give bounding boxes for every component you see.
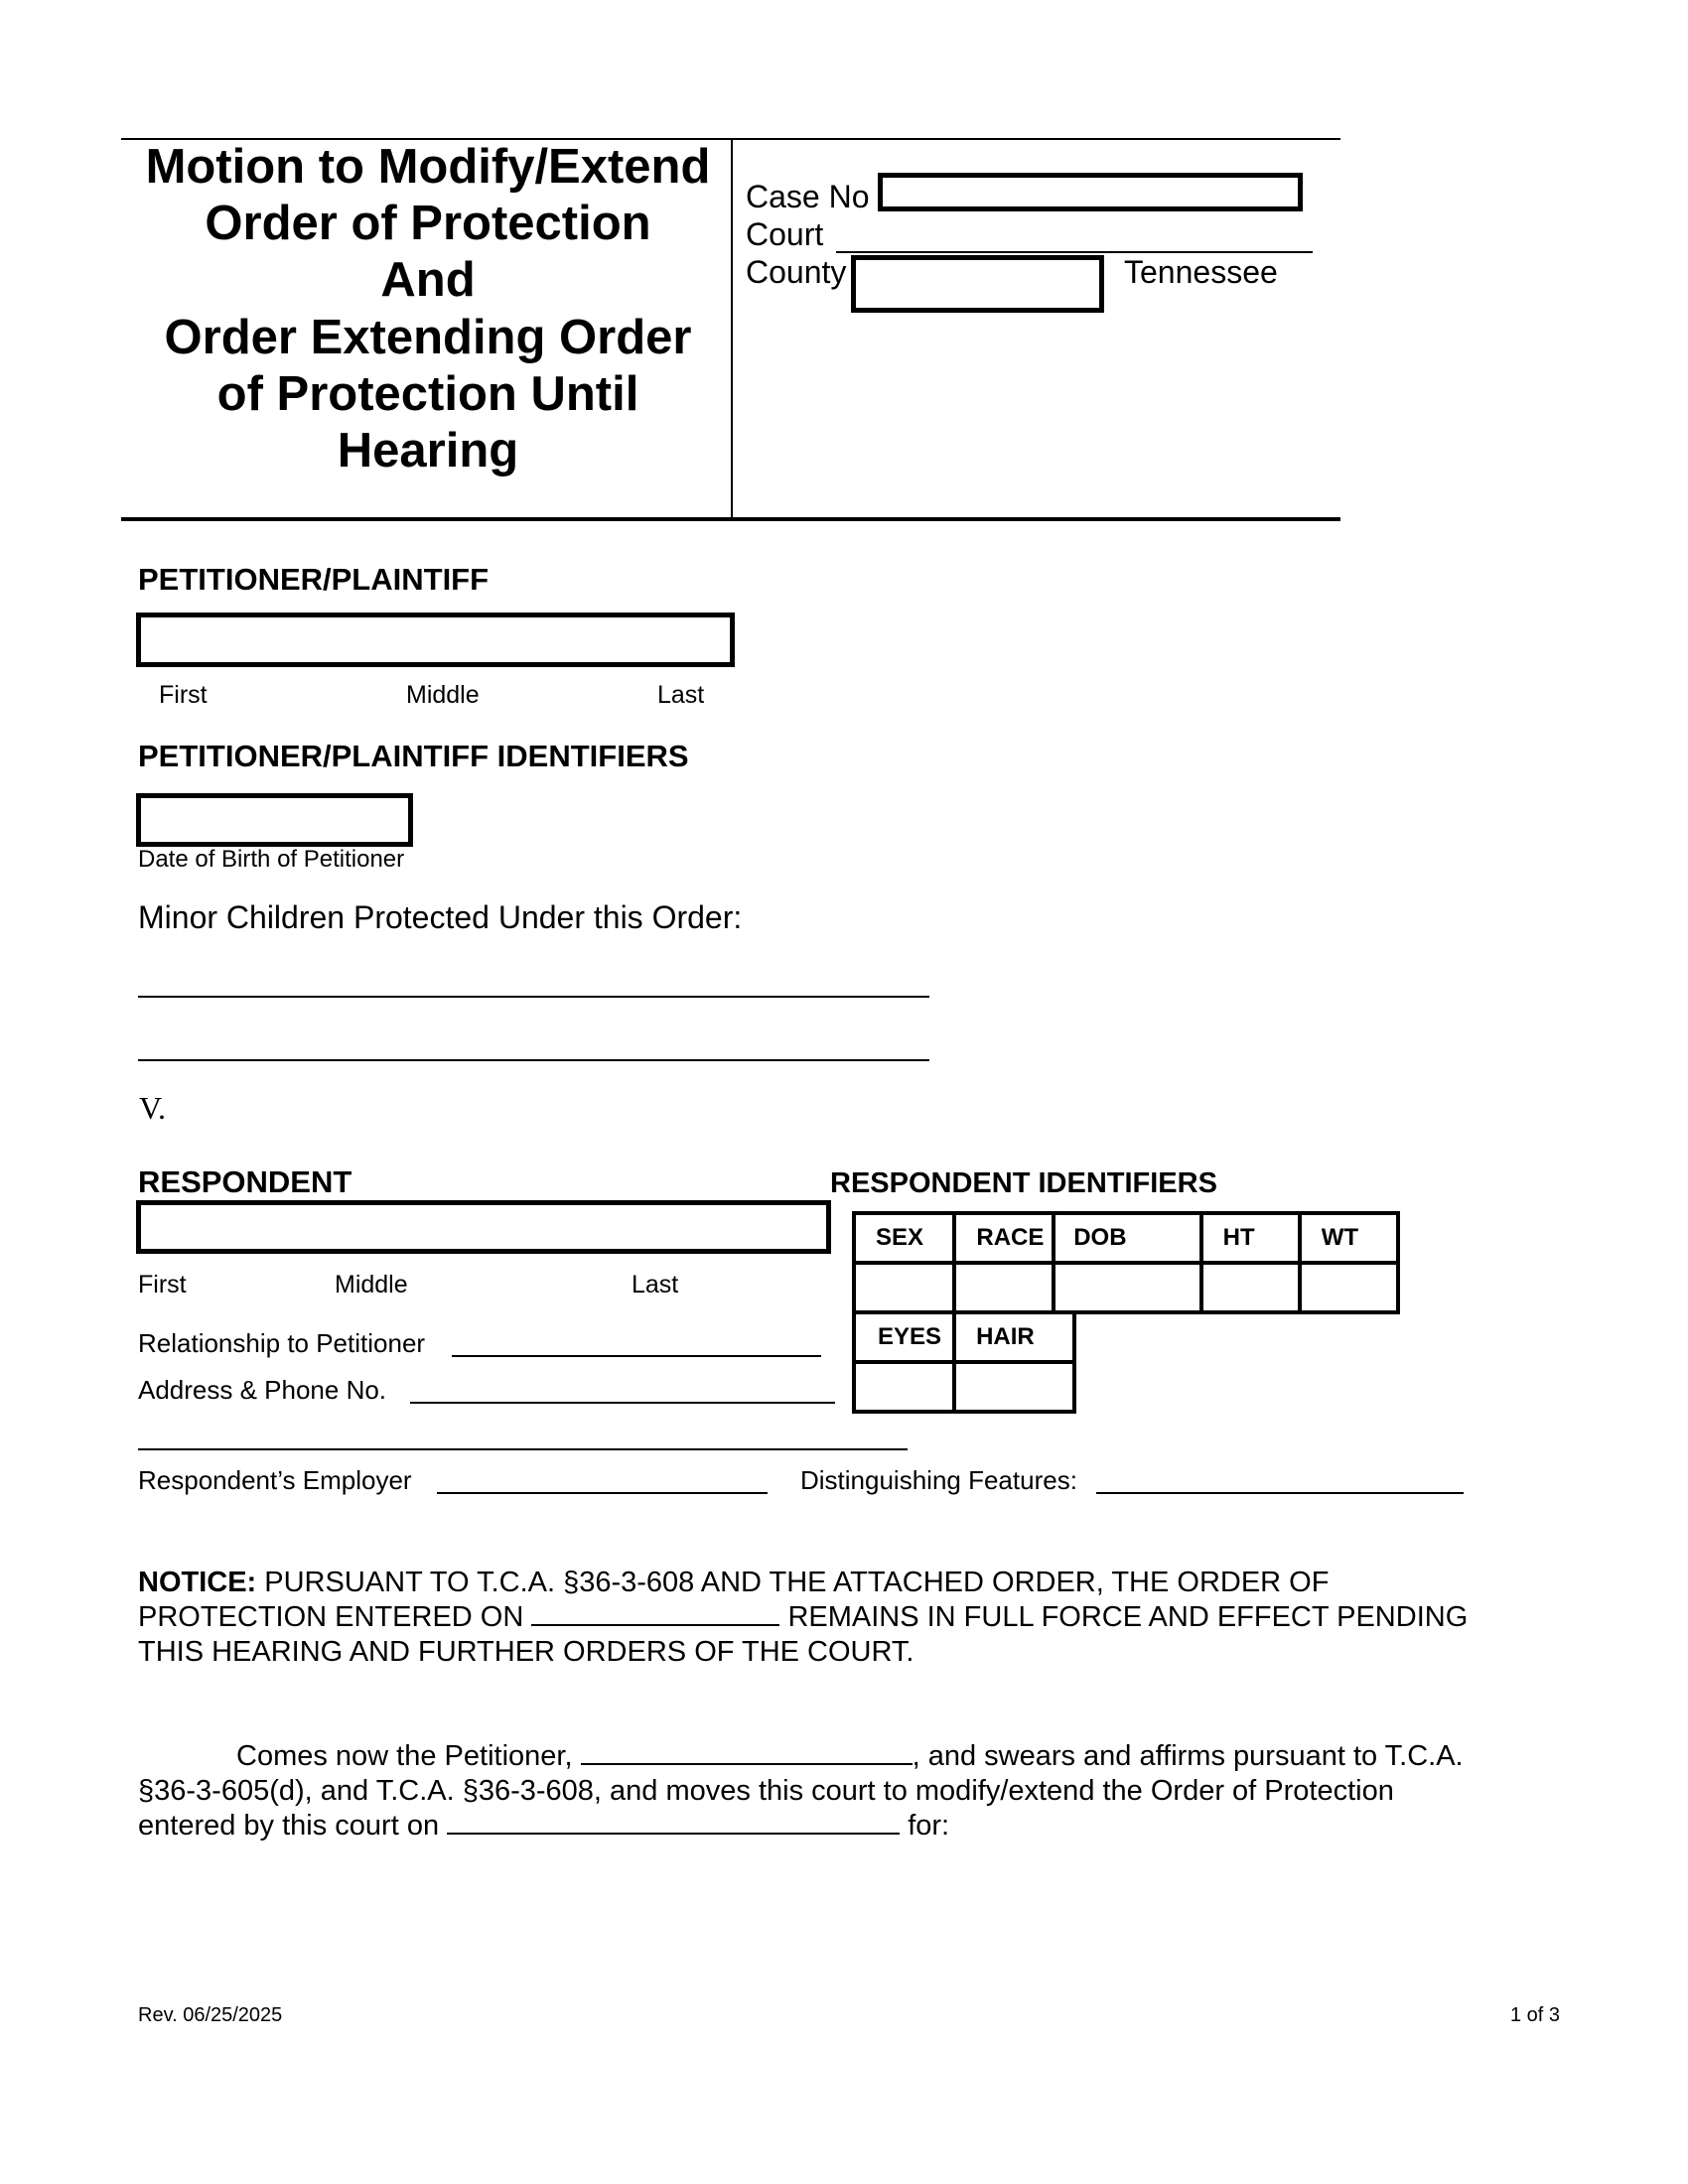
minor-children-label: Minor Children Protected Under this Order: [138,899,743,935]
body-text-3b: for: [908,1810,950,1842]
state-label: Tennessee [1124,254,1278,290]
petitioner-last-label: Last [657,681,705,709]
court-field[interactable] [836,251,1313,253]
hair-value-cell[interactable] [954,1362,1074,1412]
respondent-identifiers-table [852,1211,1400,1314]
order-entered-date-blank[interactable] [447,1809,900,1835]
petitioner-heading: PETITIONER/PLAINTIFF [138,562,490,597]
petitioner-name-field[interactable] [136,613,735,667]
address-field[interactable] [410,1402,835,1404]
petitioner-name-blank[interactable] [581,1739,913,1765]
employer-field[interactable] [437,1492,768,1494]
body-text-1a: Comes now the Petitioner, [236,1740,573,1772]
court-label: Court [746,216,824,252]
relationship-field[interactable] [452,1355,821,1357]
petitioner-identifiers-heading: PETITIONER/PLAINTIFF IDENTIFIERS [138,739,689,773]
page-number: 1 of 3 [1510,2004,1561,2026]
petitioner-first-label: First [159,681,208,709]
address-label: Address & Phone No. [138,1375,387,1405]
notice-text-3: THIS HEARING AND FURTHER ORDERS OF THE COURT. [138,1636,914,1668]
case-no-field[interactable] [878,173,1303,211]
minor-children-line-2[interactable] [138,1059,929,1061]
race-value-cell[interactable] [954,1263,1054,1312]
ht-header: HT [1201,1213,1300,1263]
relationship-label: Relationship to Petitioner [138,1328,426,1358]
petitioner-dob-label: Date of Birth of Petitioner [138,846,405,873]
employer-label: Respondent’s Employer [138,1465,412,1495]
notice-text-2a: PROTECTION ENTERED ON [138,1601,524,1633]
document-title-line-4: Order Extending Order [164,311,692,364]
eyes-value-cell[interactable] [854,1362,954,1412]
ht-value-cell[interactable] [1201,1263,1300,1312]
case-no-label: Case No [746,179,870,214]
document-title-line-5: of Protection Until [216,367,639,421]
county-label: County [746,254,847,290]
notice-label: NOTICE: [138,1567,257,1598]
order-entered-date-field[interactable] [531,1600,779,1626]
minor-children-line-1[interactable] [138,996,929,998]
respondent-heading: RESPONDENT [138,1164,352,1199]
notice-text-2b: REMAINS IN FULL FORCE AND EFFECT PENDING [787,1601,1469,1633]
distinguishing-features-label: Distinguishing Features: [800,1465,1077,1495]
dob-value-cell[interactable] [1054,1263,1200,1312]
sex-header: SEX [854,1213,954,1263]
sex-value-cell[interactable] [854,1263,954,1312]
document-title-line-3: And [380,253,476,307]
county-field[interactable] [851,255,1104,313]
race-header: RACE [954,1213,1054,1263]
hair-header: HAIR [954,1312,1074,1362]
body-line-2 [138,1774,1394,1809]
document-title-line-1: Motion to Modify/Extend [145,140,711,194]
respondent-last-label: Last [632,1271,679,1298]
notice-line-1 [138,1566,1329,1600]
document-title-line-2: Order of Protection [205,197,651,250]
dob-header: DOB [1054,1213,1200,1263]
document-title-line-6: Hearing [337,424,519,478]
header-bottom-rule [121,517,1340,521]
eyes-header: EYES [854,1312,954,1362]
wt-value-cell[interactable] [1300,1263,1398,1312]
distinguishing-features-field[interactable] [1096,1492,1464,1494]
wt-header: WT [1300,1213,1398,1263]
body-line-3 [138,1809,949,1843]
notice-text-1: PURSUANT TO T.C.A. §36-3-608 AND THE ATTACHED ORDER, THE ORDER OF [256,1567,1330,1598]
body-text-2: §36-3-605(d), and T.C.A. §36-3-608, and moves this court to modify/extend the Order of Protection [138,1775,1394,1807]
body-text-1b: , and swears and affirms pursuant to T.C.A. [912,1740,1464,1772]
respondent-identifiers-table-2 [852,1310,1076,1414]
body-line-1 [236,1739,1464,1774]
address-field-line-2[interactable] [138,1448,908,1450]
petitioner-middle-label: Middle [406,681,480,709]
notice-line-3 [138,1635,914,1670]
respondent-identifiers-heading: RESPONDENT IDENTIFIERS [830,1167,1217,1199]
respondent-name-field[interactable] [136,1200,831,1254]
body-text-3a: entered by this court on [138,1810,440,1842]
respondent-first-label: First [138,1271,187,1298]
notice-line-2 [138,1600,1468,1635]
revision-date: Rev. 06/25/2025 [138,2004,283,2026]
versus-label: V. [139,1090,166,1126]
petitioner-dob-field[interactable] [136,793,413,847]
respondent-middle-label: Middle [335,1271,408,1298]
